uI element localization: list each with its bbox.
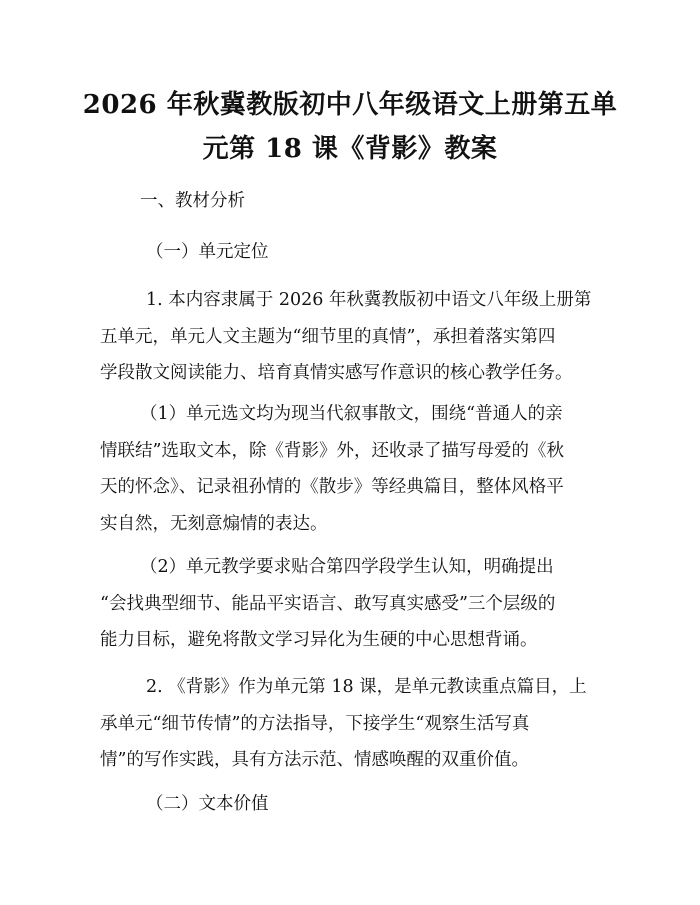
- paragraph-line: （2）单元教学要求贴合第四学段学生认知，明确提出: [140, 557, 554, 577]
- subsection-heading-text-value: （二）文本价值: [146, 794, 269, 814]
- paragraph-line: 学段散文阅读能力、培育真情实感写作意识的核心教学任务。: [100, 363, 573, 383]
- paragraph-2: [100, 669, 602, 779]
- section-heading-teaching-material-analysis: 一、教材分析: [140, 191, 245, 211]
- paragraph-line: 情”的写作实践，具有方法示范、情感唤醒的双重价值。: [100, 750, 529, 770]
- document-title-line-2: 元第 18 课《背影》教案: [202, 134, 498, 164]
- paragraph-line: 能力目标，避免将散文学习异化为生硬的中心思想背诵。: [100, 630, 538, 650]
- paragraph-line: 1. 本内容隶属于 2026 年秋冀教版初中语文八年级上册第: [146, 290, 592, 310]
- paragraph-line: （1）单元选文均为现当代叙事散文，围绕“普通人的亲: [140, 404, 563, 424]
- paragraph-1-2: [100, 549, 602, 659]
- document-title-line-1: 2026 年秋冀教版初中八年级语文上册第五单: [82, 90, 618, 120]
- paragraph-1-1: [100, 396, 602, 542]
- paragraph-line: “会找典型细节、能品平实语言、敢写真实感受”三个层级的: [100, 593, 556, 614]
- paragraph-line: 实自然，无刻意煽情的表达。: [100, 513, 328, 534]
- paragraph-line: 天的怀念》、记录祖孙情的《散步》等经典篇目，整体风格平: [100, 477, 564, 497]
- paragraph-line: 2. 《背影》作为单元第 18 课，是单元教读重点篇目，上: [146, 677, 587, 697]
- paragraph-line: 五单元，单元人文主题为“细节里的真情”，承担着落实第四: [100, 326, 556, 347]
- paragraph-1: [100, 282, 602, 392]
- paragraph-line: 承单元“细节传情”的方法指导，下接学生“观察生活写真: [100, 713, 530, 734]
- subsection-heading-unit-positioning: （一）单元定位: [146, 242, 269, 262]
- paragraph-line: 情联结”选取文本，除《背影》外，还收录了描写母爱的《秋: [100, 440, 564, 461]
